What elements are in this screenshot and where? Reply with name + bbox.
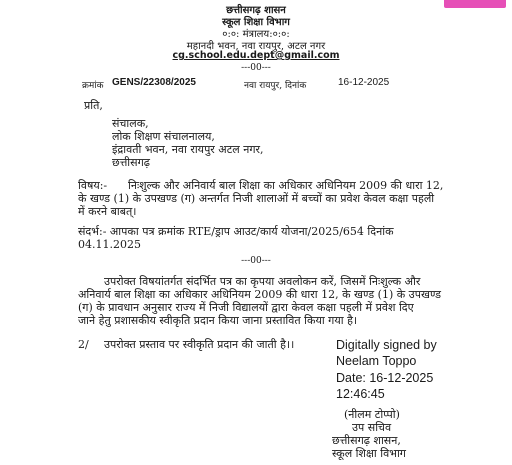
header-govt: छत्तीसगढ़ शासन bbox=[226, 5, 286, 16]
subject-line3: में करने बाबत्। bbox=[78, 205, 137, 218]
body-line2: अनिवार्य बाल शिक्षा का अधिकार अधिनियम 2009 की धारा 12, के खण्ड (1) के उपखण्ड bbox=[78, 288, 442, 301]
digital-signature-line2: Neelam Toppo bbox=[336, 354, 417, 368]
header-dept: स्कूल शिक्षा विभाग bbox=[222, 17, 290, 28]
digital-signature-line4: 12:46:45 bbox=[336, 387, 385, 401]
body-line3: (ग) के प्रावधान अनुसार राज्य में निजी विद्यालयों द्वारा केवल कक्षा पहली में प्रवेश दिए bbox=[78, 301, 414, 314]
point2-text: उपरोक्त प्रस्ताव पर स्वीकृति प्रदान की जाती है।। bbox=[104, 338, 295, 351]
to-line2: लोक शिक्षण संचालनालय, bbox=[112, 130, 215, 143]
subject-label: विषय:- bbox=[78, 179, 108, 192]
header-phone: ०:०: मंत्रालय:०:०: bbox=[222, 29, 290, 40]
point2-number: 2/ bbox=[78, 338, 89, 351]
body-line1: उपरोक्त विषयांतर्गत संदर्भित पत्र का कृपया अवलोकन करें, जिसमें निःशुल्क और bbox=[104, 275, 421, 288]
body-divider: ---00--- bbox=[241, 256, 271, 266]
subject-line1: निःशुल्क और अनिवार्य बाल शिक्षा का अधिकार अधिनियम 2009 की धारा 12, bbox=[128, 179, 444, 192]
digital-signature-line1: Digitally signed by bbox=[336, 338, 437, 352]
to-line3: इंद्रावती भवन, नवा रायपुर अटल नगर, bbox=[112, 143, 264, 156]
sandarbh-line2: 04.11.2025 bbox=[78, 238, 141, 251]
to-prati: प्रति, bbox=[84, 99, 103, 112]
sandarbh-line1: संदर्भ:- आपका पत्र क्रमांक RTE/ड्राप आउट/कार्य योजना/2025/654 दिनांक bbox=[78, 225, 394, 238]
header-address: महानदी भवन, नवा रायपुर, अटल नगर bbox=[186, 41, 326, 52]
to-line1: संचालक, bbox=[112, 117, 149, 130]
header-divider: ---00--- bbox=[241, 63, 271, 73]
ref-number: GENS/22308/2025 bbox=[112, 77, 196, 88]
signatory-dept: स्कूल शिक्षा विभाग bbox=[332, 447, 406, 460]
digital-signature-line3: Date: 16-12-2025 bbox=[336, 371, 434, 385]
ref-place-date-label: नवा रायपुर, दिनांक bbox=[244, 81, 307, 91]
body-line4: जाने हेतु प्रशासकीय स्वीकृति प्रदान किया जाना प्रस्तावित किया गया है। bbox=[78, 314, 358, 327]
signatory-designation: उप सचिव bbox=[352, 421, 392, 434]
ref-date: 16-12-2025 bbox=[338, 77, 390, 88]
header-email[interactable]: cg.school.edu.dept@gmail.com bbox=[172, 50, 340, 61]
ref-number-label: क्रमांक bbox=[82, 81, 104, 91]
subject-line2: के खण्ड (1) के उपखण्ड (ग) अन्तर्गत निजी शालाओं में बच्चों का प्रवेश केवल कक्षा पहली bbox=[78, 192, 435, 205]
signatory-govt: छत्तीसगढ़ शासन, bbox=[332, 434, 401, 447]
to-line4: छत्तीसगढ़ bbox=[112, 156, 150, 169]
signatory-name: (नीलम टोप्पो) bbox=[344, 408, 400, 421]
